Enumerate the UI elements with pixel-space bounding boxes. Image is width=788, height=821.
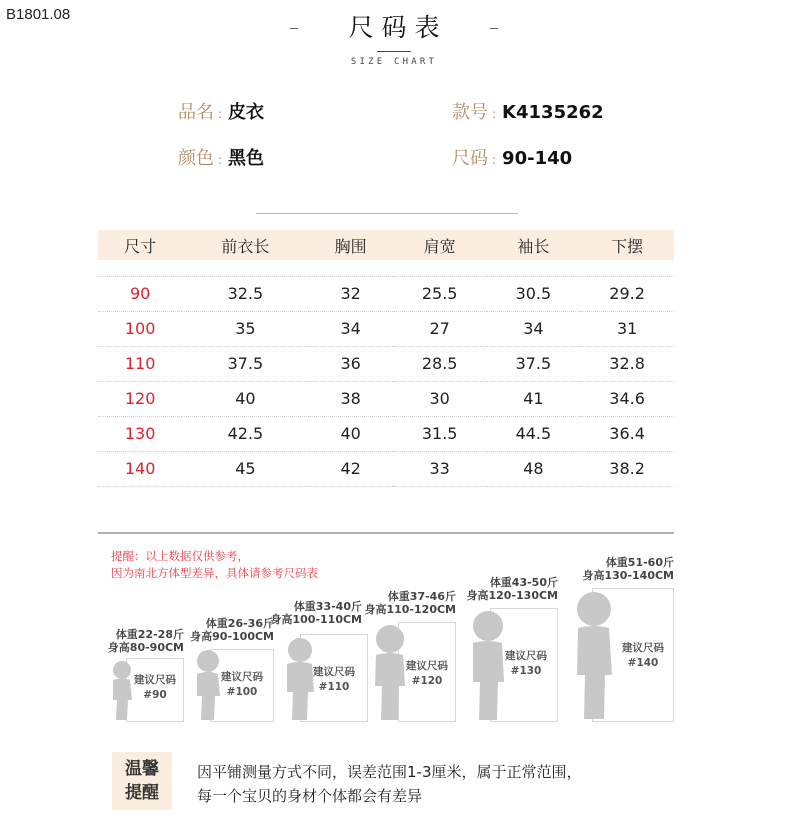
product-name-label: 品名 — [178, 102, 214, 123]
page-subtitle: SIZE CHART — [350, 57, 438, 67]
cell: 42 — [309, 451, 393, 486]
recommend-label: 建议尺码 — [505, 650, 547, 662]
size-table — [98, 230, 674, 487]
style-number-label: 款号 — [452, 102, 488, 123]
cell-size: 130 — [98, 416, 182, 451]
cell: 31.5 — [393, 416, 487, 451]
recommend-size: #100 — [226, 686, 258, 698]
kid-weight: 体重22-28斤 — [115, 628, 184, 641]
cell: 34.6 — [580, 381, 674, 416]
recommend-label: 建议尺码 — [221, 671, 263, 683]
cell: 44.5 — [487, 416, 581, 451]
cell: 28.5 — [393, 346, 487, 381]
cell: 40 — [309, 416, 393, 451]
recommend-size: #90 — [143, 689, 167, 701]
warm-reminder-text — [197, 760, 582, 808]
cell: 27 — [393, 311, 487, 346]
cell: 34 — [487, 311, 581, 346]
size-range-value: 90-140 — [502, 148, 573, 169]
reference-tip — [111, 548, 318, 582]
size-chart-header — [0, 8, 788, 67]
color-value: 黑色 — [228, 148, 265, 169]
kid-weight: 体重33-40斤 — [293, 600, 362, 613]
kid-weight: 体重26-36斤 — [205, 617, 274, 630]
table-spacer — [98, 260, 674, 276]
recommend-size: #120 — [411, 675, 443, 687]
table-row — [98, 416, 674, 451]
kid-weight: 体重43-50斤 — [489, 576, 558, 589]
kid-weight: 体重37-46斤 — [387, 590, 456, 603]
kid-info — [466, 576, 558, 602]
kid-height: 身高80-90CM — [107, 641, 184, 654]
cell-size: 110 — [98, 346, 182, 381]
recommend-label: 建议尺码 — [622, 642, 664, 654]
page-title: 尺码表 — [348, 13, 448, 42]
col-header-front-length: 前衣长 — [182, 230, 308, 260]
col-header-chest: 胸围 — [309, 230, 393, 260]
cell: 32.5 — [182, 276, 308, 311]
cell: 30 — [393, 381, 487, 416]
table-row — [98, 346, 674, 381]
cell: 31 — [580, 311, 674, 346]
cell: 30.5 — [487, 276, 581, 311]
cell: 25.5 — [393, 276, 487, 311]
col-header-shoulder: 肩宽 — [393, 230, 487, 260]
info-color — [178, 144, 264, 170]
recommend-size: #130 — [510, 665, 542, 677]
col-header-size: 尺寸 — [98, 230, 182, 260]
recommend-label: 建议尺码 — [313, 666, 355, 678]
tip-line-1: 提醒：以上数据仅供参考， — [111, 549, 249, 563]
colon: : — [492, 107, 497, 121]
kid-height: 身高100-110CM — [270, 613, 362, 626]
kid-info — [190, 617, 274, 643]
cell: 36.4 — [580, 416, 674, 451]
colon: : — [492, 153, 497, 167]
child-silhouette-icon — [108, 658, 138, 722]
recommend-size: #140 — [627, 657, 659, 669]
recommend-label: 建议尺码 — [134, 674, 176, 686]
style-number-value: K4135262 — [502, 102, 604, 123]
cell: 38.2 — [580, 451, 674, 486]
cell-size: 120 — [98, 381, 182, 416]
cell: 29.2 — [580, 276, 674, 311]
kid-info — [582, 556, 674, 582]
kid-height: 身高130-140CM — [582, 569, 674, 582]
title-dash-left — [290, 28, 298, 29]
cell: 41 — [487, 381, 581, 416]
cell: 48 — [487, 451, 581, 486]
section-divider — [98, 532, 674, 534]
cell-size: 140 — [98, 451, 182, 486]
kid-height: 身高90-100CM — [190, 630, 274, 643]
kid-height: 身高110-120CM — [364, 603, 456, 616]
warm-text-line-1: 因平铺测量方式不同，误差范围1-3厘米，属于正常范围， — [197, 763, 582, 781]
cell: 40 — [182, 381, 308, 416]
cell: 34 — [309, 311, 393, 346]
table-row — [98, 381, 674, 416]
table-header-row — [98, 230, 674, 260]
col-header-sleeve: 袖长 — [487, 230, 581, 260]
child-silhouette-icon — [468, 610, 510, 722]
table-row — [98, 451, 674, 486]
title-divider — [377, 51, 411, 52]
product-code: B1801.08 — [6, 6, 71, 23]
child-silhouette-icon — [282, 636, 320, 722]
kid-size-card-120 — [364, 590, 464, 722]
cell-size: 90 — [98, 276, 182, 311]
table-row — [98, 276, 674, 311]
info-style-number — [452, 98, 604, 124]
child-silhouette-icon — [370, 624, 410, 722]
cell: 37.5 — [182, 346, 308, 381]
colon: : — [218, 107, 223, 121]
size-range-label: 尺码 — [452, 148, 488, 169]
cell: 38 — [309, 381, 393, 416]
product-name-value: 皮衣 — [228, 102, 265, 123]
warm-reminder-badge — [112, 752, 172, 810]
kid-weight: 体重51-60斤 — [605, 556, 674, 569]
table-row — [98, 311, 674, 346]
tip-line-2: 因为南北方体型差异，具体请参考尺码表 — [111, 566, 318, 580]
cell: 45 — [182, 451, 308, 486]
cell-size: 100 — [98, 311, 182, 346]
badge-line-2: 提醒 — [125, 783, 159, 803]
warm-text-line-2: 每一个宝贝的身材个体都会有差异 — [197, 787, 423, 805]
kid-info — [270, 600, 362, 626]
cell: 42.5 — [182, 416, 308, 451]
badge-line-1: 温馨 — [125, 759, 159, 779]
info-divider — [256, 213, 518, 214]
kid-height: 身高120-130CM — [466, 589, 558, 602]
recommend-label: 建议尺码 — [406, 660, 448, 672]
kid-size-card-140 — [570, 556, 674, 722]
recommend-size: #110 — [318, 681, 350, 693]
title-dash-right — [490, 28, 498, 29]
child-silhouette-icon — [572, 591, 618, 721]
info-size-range — [452, 144, 572, 170]
kid-size-card-100 — [192, 617, 282, 722]
cell: 36 — [309, 346, 393, 381]
kid-info — [364, 590, 456, 616]
cell: 32 — [309, 276, 393, 311]
kid-size-card-130 — [468, 576, 568, 722]
kid-size-card-90 — [108, 628, 184, 722]
colon: : — [218, 153, 223, 167]
cell: 37.5 — [487, 346, 581, 381]
info-product-name — [178, 98, 264, 124]
kid-info — [108, 628, 184, 654]
cell: 33 — [393, 451, 487, 486]
cell: 32.8 — [580, 346, 674, 381]
cell: 35 — [182, 311, 308, 346]
col-header-hem: 下摆 — [580, 230, 674, 260]
child-silhouette-icon — [192, 648, 226, 722]
color-label: 颜色 — [178, 148, 214, 169]
kid-size-card-110 — [270, 600, 374, 722]
